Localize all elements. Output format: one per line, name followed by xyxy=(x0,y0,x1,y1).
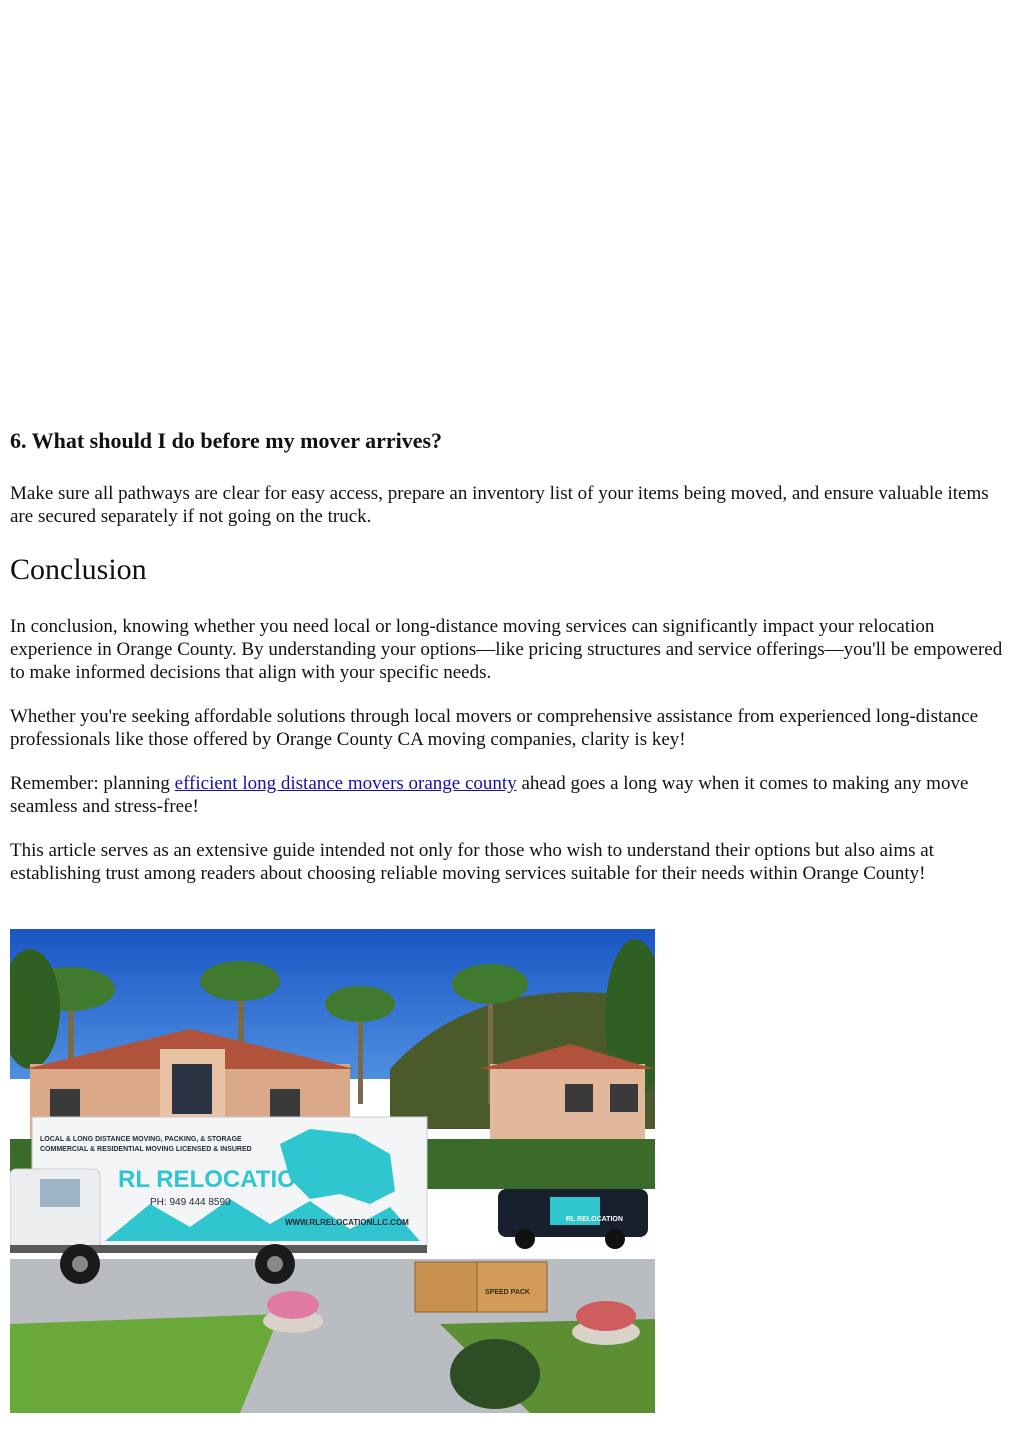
conclusion-paragraph-1: In conclusion, knowing whether you need local or long-distance moving services can significantly impact your relocation experience in Orange County. By understanding your options—like pricing structures and service offerings—you'll be empowered to make informed decisions that align with your specific needs. xyxy=(10,616,1003,683)
box-label-text: SPEED PACK xyxy=(485,1289,530,1296)
truck-brand-text: RL RELOCATION xyxy=(118,1166,314,1193)
faq-answer: Make sure all pathways are clear for easy access, prepare an inventory list of your items being moved, and ensure valuable items are secured separately if not going on the truck. xyxy=(10,483,989,527)
conclusion-heading: Conclusion xyxy=(10,553,147,586)
moving-boxes xyxy=(415,1262,547,1312)
flowers xyxy=(267,1291,319,1319)
moving-truck-photo xyxy=(10,929,655,1413)
truck-website-text: WWW.RLRELOCATIONLLC.COM xyxy=(285,1218,409,1227)
truck-services-text: LOCAL & LONG DISTANCE MOVING, PACKING, & STORAGE xyxy=(40,1136,242,1143)
shrub xyxy=(450,1339,540,1409)
faq-question-heading: 6. What should I do before my mover arrives? xyxy=(10,428,443,453)
paragraph-text: ahead goes a long way when it comes to making any move seamless and stress-free! xyxy=(10,773,969,817)
truck-license-text: COMMERCIAL & RESIDENTIAL MOVING LICENSED & INSURED xyxy=(40,1146,252,1153)
lawn xyxy=(10,1314,280,1413)
paragraph-text: Remember: planning xyxy=(10,773,175,794)
flowers xyxy=(576,1301,636,1331)
conclusion-paragraph-4: This article serves as an extensive guide intended not only for those who wish to understand their options but also aims at establishing trust among readers about choosing reliable moving services suitable for their needs within Orange County! xyxy=(10,840,934,884)
truck-phone-text: PH: 949 444 8590 xyxy=(150,1197,231,1208)
conclusion-paragraph-3 xyxy=(10,772,1010,818)
movers-link[interactable]: efficient long distance movers orange county xyxy=(174,773,517,794)
conclusion-paragraph-2: Whether you're seeking affordable solutions through local movers or comprehensive assistance from experienced long-distance professionals like those offered by Orange County CA moving companies, clarity is key! xyxy=(10,706,979,750)
moving-truck xyxy=(10,1117,427,1284)
moving-van xyxy=(498,1189,648,1249)
van-brand-text: RL RELOCATION xyxy=(566,1216,623,1223)
